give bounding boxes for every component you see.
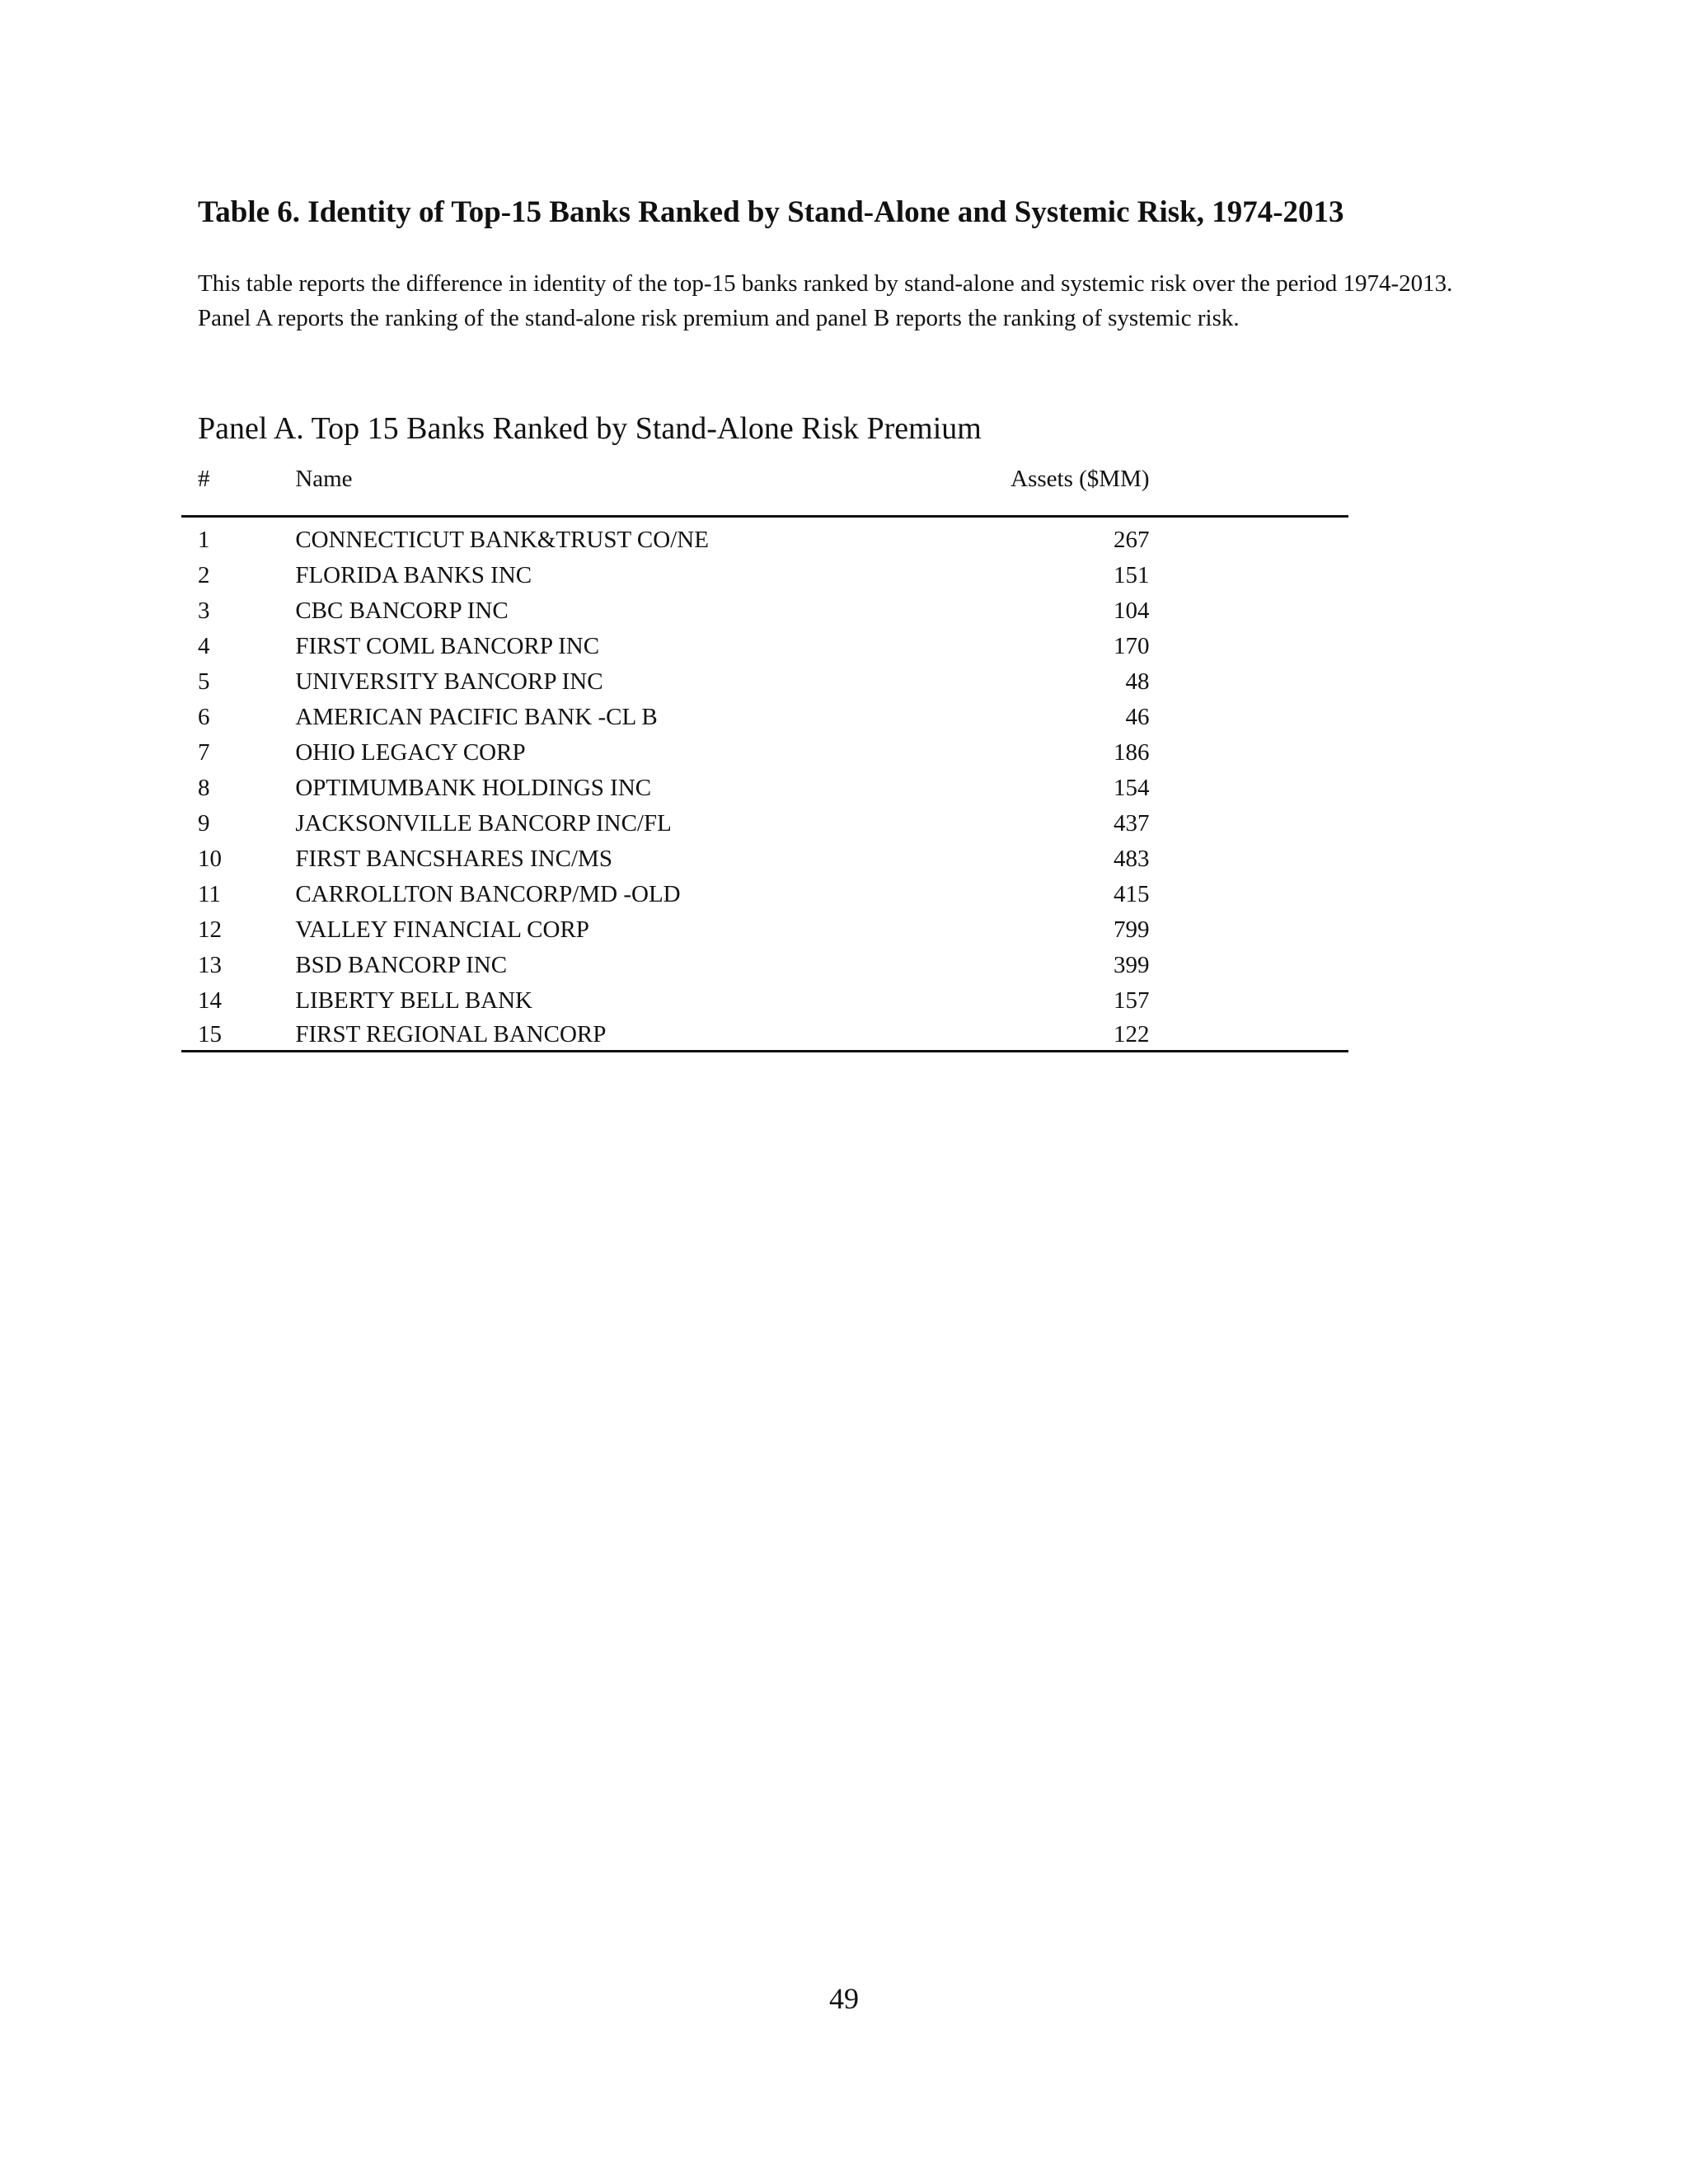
- row-spacer: [1150, 558, 1348, 593]
- header-name: Name: [295, 466, 986, 517]
- table-row: [181, 877, 1348, 912]
- row-bank-name: VALLEY FINANCIAL CORP: [295, 916, 589, 943]
- table-row: [181, 517, 1348, 559]
- row-assets: 267: [1114, 527, 1150, 553]
- row-spacer: [1150, 771, 1348, 806]
- row-rank: 3: [198, 598, 210, 624]
- row-spacer: [1150, 983, 1348, 1019]
- row-assets: 483: [1114, 846, 1150, 872]
- row-bank-name: FLORIDA BANKS INC: [295, 562, 532, 588]
- table-body: [181, 517, 1348, 1052]
- table-row: [181, 664, 1348, 700]
- row-assets: 415: [1114, 881, 1150, 907]
- row-assets: 154: [1114, 775, 1150, 801]
- table-header-row: [181, 466, 1348, 517]
- row-bank-name: FIRST COML BANCORP INC: [295, 633, 600, 659]
- row-rank: 14: [198, 987, 222, 1014]
- row-bank-name: OPTIMUMBANK HOLDINGS INC: [295, 775, 652, 801]
- table-row: [181, 948, 1348, 983]
- row-spacer: [1150, 806, 1348, 841]
- table-row: [181, 558, 1348, 593]
- row-spacer: [1150, 700, 1348, 735]
- row-rank: 8: [198, 775, 210, 801]
- table-row: [181, 700, 1348, 735]
- panel-a-title: Panel A. Top 15 Banks Ranked by Stand-Alone Risk Premium: [198, 411, 982, 446]
- header-spacer: [1150, 466, 1348, 517]
- row-assets: 104: [1114, 598, 1150, 624]
- row-bank-name: LIBERTY BELL BANK: [295, 987, 533, 1014]
- row-rank: 1: [198, 527, 210, 553]
- row-rank: 7: [198, 739, 210, 766]
- row-rank: 13: [198, 952, 222, 978]
- row-assets: 151: [1114, 562, 1150, 588]
- row-rank: 5: [198, 668, 210, 695]
- row-assets: 46: [1125, 704, 1150, 730]
- row-spacer: [1150, 629, 1348, 664]
- header-assets: Assets ($MM): [987, 466, 1150, 517]
- row-rank: 9: [198, 810, 210, 837]
- row-spacer: [1150, 664, 1348, 700]
- row-spacer: [1150, 877, 1348, 912]
- row-assets: 157: [1114, 987, 1150, 1014]
- row-rank: 11: [198, 881, 221, 907]
- row-assets: 399: [1114, 952, 1150, 978]
- row-spacer: [1150, 948, 1348, 983]
- row-bank-name: UNIVERSITY BANCORP INC: [295, 668, 603, 695]
- row-spacer: [1150, 1019, 1348, 1052]
- row-bank-name: FIRST REGIONAL BANCORP: [295, 1019, 986, 1052]
- table-row: [181, 912, 1348, 948]
- table-description: This table reports the difference in identity of the top-15 banks ranked by stand-alone and systemic risk over the period 1974-2013. Panel A reports the ranking of the stand-alone risk premium and panel B reports the ranking of systemic risk.: [198, 270, 1453, 331]
- table-row: [181, 983, 1348, 1019]
- row-assets: 122: [987, 1019, 1150, 1052]
- table-row: [181, 629, 1348, 664]
- row-bank-name: CARROLLTON BANCORP/MD -OLD: [295, 881, 681, 907]
- row-bank-name: FIRST BANCSHARES INC/MS: [295, 846, 612, 872]
- row-spacer: [1150, 517, 1348, 559]
- table-row: [181, 841, 1348, 877]
- row-bank-name: OHIO LEGACY CORP: [295, 739, 526, 766]
- row-bank-name: AMERICAN PACIFIC BANK -CL B: [295, 704, 658, 730]
- row-rank: 6: [198, 704, 210, 730]
- row-spacer: [1150, 593, 1348, 629]
- row-spacer: [1150, 735, 1348, 771]
- row-assets: 437: [1114, 810, 1150, 837]
- table-row: [181, 771, 1348, 806]
- row-bank-name: CBC BANCORP INC: [295, 598, 509, 624]
- header-rank: #: [181, 466, 295, 517]
- row-spacer: [1150, 912, 1348, 948]
- table-row: [181, 735, 1348, 771]
- table-row: [181, 806, 1348, 841]
- row-rank: 4: [198, 633, 210, 659]
- panel-a-table: [181, 466, 1348, 1052]
- row-spacer: [1150, 841, 1348, 877]
- row-assets: 170: [1114, 633, 1150, 659]
- row-assets: 799: [1114, 916, 1150, 943]
- row-rank: 15: [181, 1019, 295, 1052]
- row-rank: 12: [198, 916, 222, 943]
- row-bank-name: CONNECTICUT BANK&TRUST CO/NE: [295, 527, 709, 553]
- row-bank-name: BSD BANCORP INC: [295, 952, 508, 978]
- row-assets: 48: [1125, 668, 1150, 695]
- row-assets: 186: [1114, 739, 1150, 766]
- table-row: [181, 1019, 1348, 1052]
- table-title: Table 6. Identity of Top-15 Banks Ranked by Stand-Alone and Systemic Risk, 1974-2013: [198, 195, 1344, 229]
- table-row: [181, 593, 1348, 629]
- row-rank: 2: [198, 562, 210, 588]
- page-number: 49: [829, 1982, 859, 2015]
- row-rank: 10: [198, 846, 222, 872]
- row-bank-name: JACKSONVILLE BANCORP INC/FL: [295, 810, 672, 837]
